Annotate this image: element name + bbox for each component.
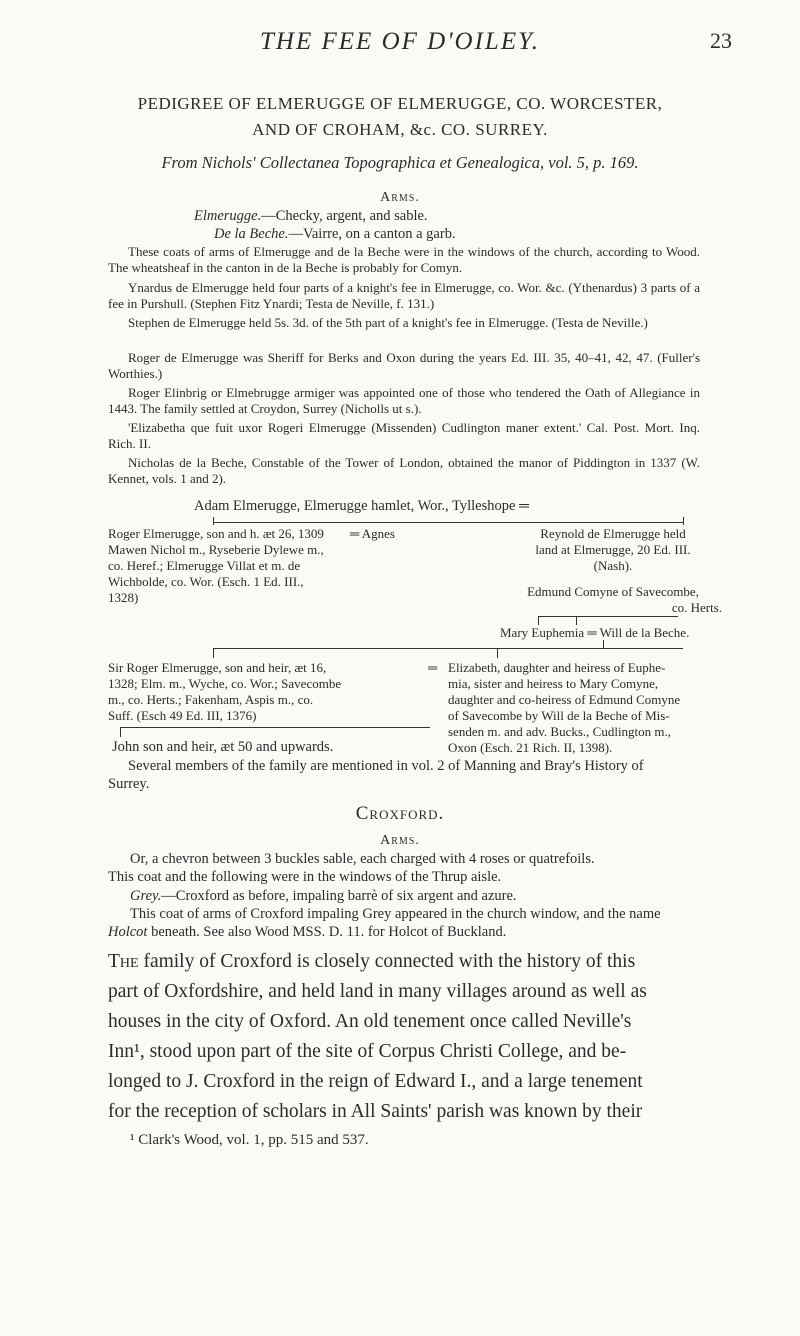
tree-elizabeth-line: Oxon (Esch. 21 Rich. II, 1398). <box>448 740 613 755</box>
tree-line <box>213 648 683 649</box>
tree-roger-line: Mawen Nichol m., Ryseberie Dylewe m., <box>108 542 324 557</box>
tree-line <box>213 522 683 523</box>
tree-edmund <box>498 584 728 616</box>
body-line-1 <box>108 947 635 977</box>
body-first-word: The <box>108 951 139 972</box>
arms-elmerugge-text: —Checky, argent, and sable. <box>261 208 428 224</box>
croxford-arms-line2: This coat and the following were in the windows of the Thrup aisle. <box>108 869 502 885</box>
note-roger-oath: Roger Elinbrig or Elmebrugge armiger was appointed one of those who tendered the Oath of Allegiance in 1443. The family settled at Croydon, Surrey (Nicholls ut s.). <box>108 385 700 416</box>
tree-line <box>213 648 214 658</box>
source-citation: From Nichols' Collectanea Topographica et Genealogica, vol. 5, p. 169. <box>161 153 639 172</box>
arms-elmerugge-name: Elmerugge. <box>194 208 262 224</box>
holcot-name: Holcot <box>108 924 148 940</box>
tree-reynold-line: land at Elmerugge, 20 Ed. III. <box>535 542 691 557</box>
tree-adam <box>194 497 529 516</box>
tree-john: John son and heir, æt 50 and upwards. <box>112 739 334 755</box>
pedigree-title-line1: PEDIGREE OF ELMERUGGE OF ELMERUGGE, CO. WORCESTER, <box>137 94 663 113</box>
tree-sir-roger-line: m., co. Herts.; Fakenham, Aspis m., co. <box>108 692 314 707</box>
manning-note <box>108 757 700 793</box>
croxford-arms-heading: Arms. <box>380 833 420 848</box>
tree-elizabeth-line: mia, sister and heiress to Mary Comyne, <box>448 676 659 691</box>
tree-sir-roger-line: 1328; Elm. m., Wyche, co. Wor.; Savecombe <box>108 676 342 691</box>
pedigree-title-line2: AND OF CROHAM, &c. CO. SURREY. <box>252 120 548 139</box>
marriage-sign: ═ <box>587 625 600 640</box>
tree-adam-text: Adam Elmerugge, Elmerugge hamlet, Wor., Tylleshope <box>194 498 516 514</box>
tree-roger-line: Wichbolde, co. Wor. (Esch. 1 Ed. III., <box>108 574 304 589</box>
croxford-heading: Croxford. <box>355 803 445 824</box>
tree-line <box>538 616 539 625</box>
tree-line <box>683 517 684 525</box>
footnote: ¹ Clark's Wood, vol. 1, pp. 515 and 537. <box>130 1132 369 1148</box>
tree-elizabeth-line: senden m. and adv. Bucks., Cudlington m., <box>448 724 672 739</box>
tree-agnes-text: Agnes <box>361 526 395 541</box>
body-line-6: for the reception of scholars in All Saints' parish was known by their <box>108 1101 643 1122</box>
arms-de-la-beche-name: De la Beche. <box>214 226 289 242</box>
arms-de-la-beche-text: —Vairre, on a canton a garb. <box>288 226 456 242</box>
tree-edmund-line: co. Herts. <box>671 600 722 615</box>
body-line-2: part of Oxfordshire, and held land in many villages around as well as <box>108 981 647 1002</box>
body-line-5: longed to J. Croxford in the reign of Edward I., and a large tenement <box>108 1071 643 1092</box>
tree-mary: Mary Euphemia <box>500 625 585 640</box>
manning-note-line: Several members of the family are mentioned in vol. 2 of Manning and Bray's History of <box>128 758 644 774</box>
marriage-sign: ═ <box>350 526 362 541</box>
tree-line <box>538 616 678 617</box>
tree-roger <box>108 526 348 606</box>
tree-agnes <box>350 526 395 542</box>
tree-will: Will de la Beche. <box>599 625 690 640</box>
note-roger-sheriff: Roger de Elmerugge was Sheriff for Berks and Oxon during the years Ed. III. 35, 40–41, 42, 47. (Fuller's Worthies.) <box>108 350 700 381</box>
marriage-sign: ═ <box>519 499 529 514</box>
body-line-3: houses in the city of Oxford. An old tenement once called Neville's <box>108 1011 632 1032</box>
note-elizabetha: 'Elizabetha que fuit uxor Rogeri Elmerugge (Missenden) Cudlington maner extent.' Cal. Post. Mort. Inq. Rich. II. <box>108 420 700 451</box>
croxford-window-rest: beneath. See also Wood MSS. D. 11. for Holcot of Buckland. <box>147 924 507 940</box>
croxford-grey-name: Grey. <box>130 888 162 904</box>
tree-line <box>120 727 121 737</box>
manning-note-line: Surrey. <box>108 776 150 792</box>
page-number: 23 <box>710 28 732 53</box>
tree-reynold <box>498 526 728 574</box>
note-stephen: Stephen de Elmerugge held 5s. 3d. of the 5th part of a knight's fee in Elmerugge. (Testa de Neville.) <box>128 315 648 330</box>
note-arms-windows: These coats of arms of Elmerugge and de la Beche were in the windows of the church, according to Wood. The wheatsheaf in the canton in de la Beche is probably for Comyn. <box>108 244 700 275</box>
tree-line <box>120 727 430 728</box>
tree-elizabeth <box>448 660 700 756</box>
tree-roger-line: Roger Elmerugge, son and h. æt 26, 1309 <box>108 526 324 541</box>
tree-roger-line: co. Heref.; Elmerugge Villat et m. de <box>108 558 301 573</box>
tree-mary-will <box>500 625 689 641</box>
running-title: THE FEE OF D'OILEY. <box>260 28 540 55</box>
tree-sir-roger-line: Sir Roger Elmerugge, son and heir, æt 16, <box>108 660 327 675</box>
tree-reynold-line: Reynold de Elmerugge held <box>540 526 686 541</box>
tree-elizabeth-line: of Savecombe by Will de la Beche of Mis- <box>448 708 670 723</box>
croxford-grey-text: —Croxford as before, impaling barrè of six argent and azure. <box>161 888 517 904</box>
marriage-sign: ═ <box>428 660 438 675</box>
arms-heading: Arms. <box>380 190 420 205</box>
croxford-window-line2 <box>108 923 506 941</box>
tree-roger-line: 1328) <box>108 590 139 605</box>
tree-edmund-line: Edmund Comyne of Savecombe, <box>527 584 699 599</box>
tree-elizabeth-line: Elizabeth, daughter and heiress of Euphe- <box>448 660 666 675</box>
tree-line <box>603 640 604 648</box>
croxford-arms-line1: Or, a chevron between 3 buckles sable, each charged with 4 roses or quatrefoils. <box>130 851 595 867</box>
body-line-text: family of Croxford is closely connected with the history of this <box>138 951 636 972</box>
tree-line <box>213 517 214 525</box>
tree-reynold-line: (Nash). <box>593 558 633 573</box>
body-line-4: Inn¹, stood upon part of the site of Corpus Christi College, and be- <box>108 1041 627 1062</box>
arms-de-la-beche <box>214 225 456 243</box>
note-nicholas: Nicholas de la Beche, Constable of the Tower of London, obtained the manor of Piddington in 1337 (W. Kennet, vols. 1 and 2). <box>108 455 700 486</box>
croxford-window-line1: This coat of arms of Croxford impaling Grey appeared in the church window, and the name <box>130 906 661 922</box>
tree-sir-roger-line: Suff. (Esch 49 Ed. III, 1376) <box>108 708 257 723</box>
tree-line <box>576 616 577 625</box>
croxford-grey <box>130 887 517 905</box>
tree-line <box>497 648 498 658</box>
tree-elizabeth-line: daughter and co-heiress of Edmund Comyne <box>448 692 681 707</box>
arms-elmerugge <box>194 207 428 225</box>
note-ynardus: Ynardus de Elmerugge held four parts of a knight's fee in Elmerugge, co. Wor. &c. (Ythenardus) 3 parts of a fee in Purshull. (Stephen Fitz Ynardi; Testa de Neville, f. 131.) <box>108 280 700 311</box>
